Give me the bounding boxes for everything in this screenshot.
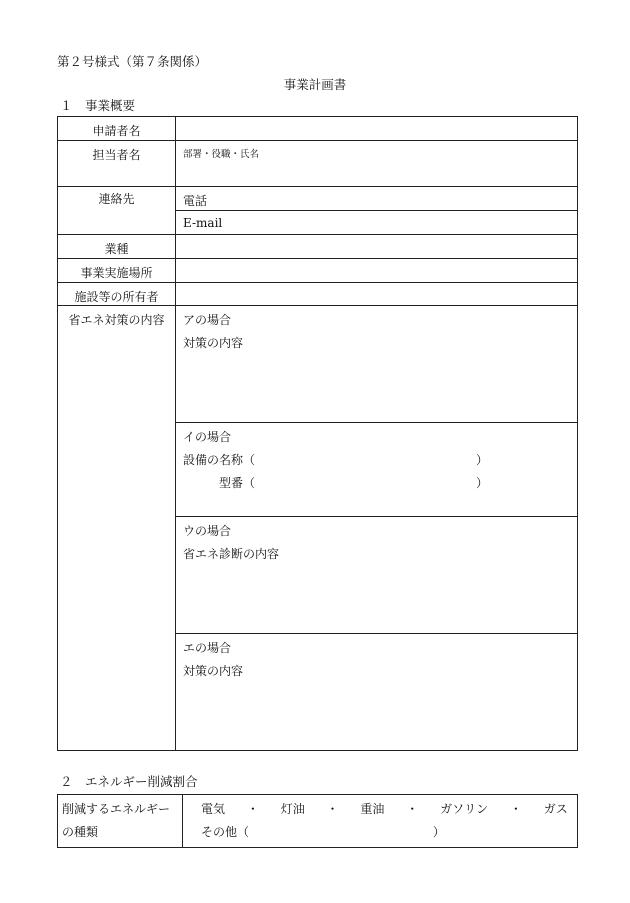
other-close: ） — [432, 825, 445, 839]
applicant-label: 申請者名 — [58, 117, 176, 141]
person-field[interactable] — [176, 141, 578, 187]
energy-kinds-row — [201, 798, 573, 821]
kind-electricity[interactable]: 電気 — [201, 802, 226, 816]
case-u-subtitle: 省エネ診断の内容 — [183, 547, 280, 561]
model-number-label: 型番（ — [219, 476, 256, 490]
kind-separator: ・ — [326, 802, 339, 816]
case-e-title: エの場合 — [183, 641, 232, 655]
site-field[interactable] — [176, 259, 578, 283]
section2-heading: ２ エネルギー削減割合 — [60, 774, 198, 789]
email-label: E-mail — [183, 216, 223, 230]
kind-separator: ・ — [406, 802, 419, 816]
kind-kerosene[interactable]: 灯油 — [280, 802, 305, 816]
energy-type-label-line1: 削減するエネルギー — [62, 802, 171, 816]
energy-reduction-table — [57, 794, 578, 848]
contact-label: 連絡先 — [58, 187, 176, 235]
industry-field[interactable] — [176, 235, 578, 259]
equipment-name-label: 設備の名称（ — [183, 453, 256, 467]
case-a-title: アの場合 — [183, 313, 232, 327]
site-label: 事業実施場所 — [58, 259, 176, 283]
case-u-block[interactable] — [176, 517, 578, 634]
owner-field[interactable] — [176, 283, 578, 306]
phone-label: 電話 — [183, 194, 208, 208]
measures-label: 省エネ対策の内容 — [58, 306, 176, 751]
equipment-name-close: ） — [476, 453, 489, 467]
kind-separator: ・ — [509, 802, 522, 816]
kind-gasoline[interactable]: ガソリン — [440, 802, 489, 816]
phone-field[interactable] — [176, 187, 578, 211]
person-label: 担当者名 — [58, 141, 176, 187]
business-overview-table — [57, 116, 578, 751]
section1-heading: １ 事業概要 — [60, 98, 136, 113]
kind-heavy-oil[interactable]: 重油 — [360, 802, 385, 816]
model-number-close: ） — [476, 476, 489, 490]
case-i-title: イの場合 — [183, 430, 232, 444]
email-field[interactable] — [176, 211, 578, 235]
person-hint: 部署・役職・氏名 — [183, 149, 260, 160]
case-u-title: ウの場合 — [183, 524, 232, 538]
energy-type-label-line2: の種類 — [62, 825, 99, 839]
case-e-subtitle: 対策の内容 — [183, 664, 244, 678]
form-id: 第２号様式（第７条関係） — [57, 54, 208, 69]
applicant-field[interactable] — [176, 117, 578, 141]
owner-label: 施設等の所有者 — [58, 283, 176, 306]
case-i-block[interactable] — [176, 423, 578, 517]
energy-other-row[interactable] — [201, 821, 573, 844]
kind-separator: ・ — [246, 802, 259, 816]
case-e-block[interactable] — [176, 634, 578, 751]
industry-label: 業種 — [58, 235, 176, 259]
kind-gas[interactable]: ガス — [543, 802, 568, 816]
case-a-block[interactable] — [176, 306, 578, 423]
case-a-subtitle: 対策の内容 — [183, 336, 244, 350]
other-label: その他（ — [201, 825, 250, 839]
energy-type-label — [58, 795, 183, 848]
document-title: 事業計画書 — [283, 77, 347, 92]
